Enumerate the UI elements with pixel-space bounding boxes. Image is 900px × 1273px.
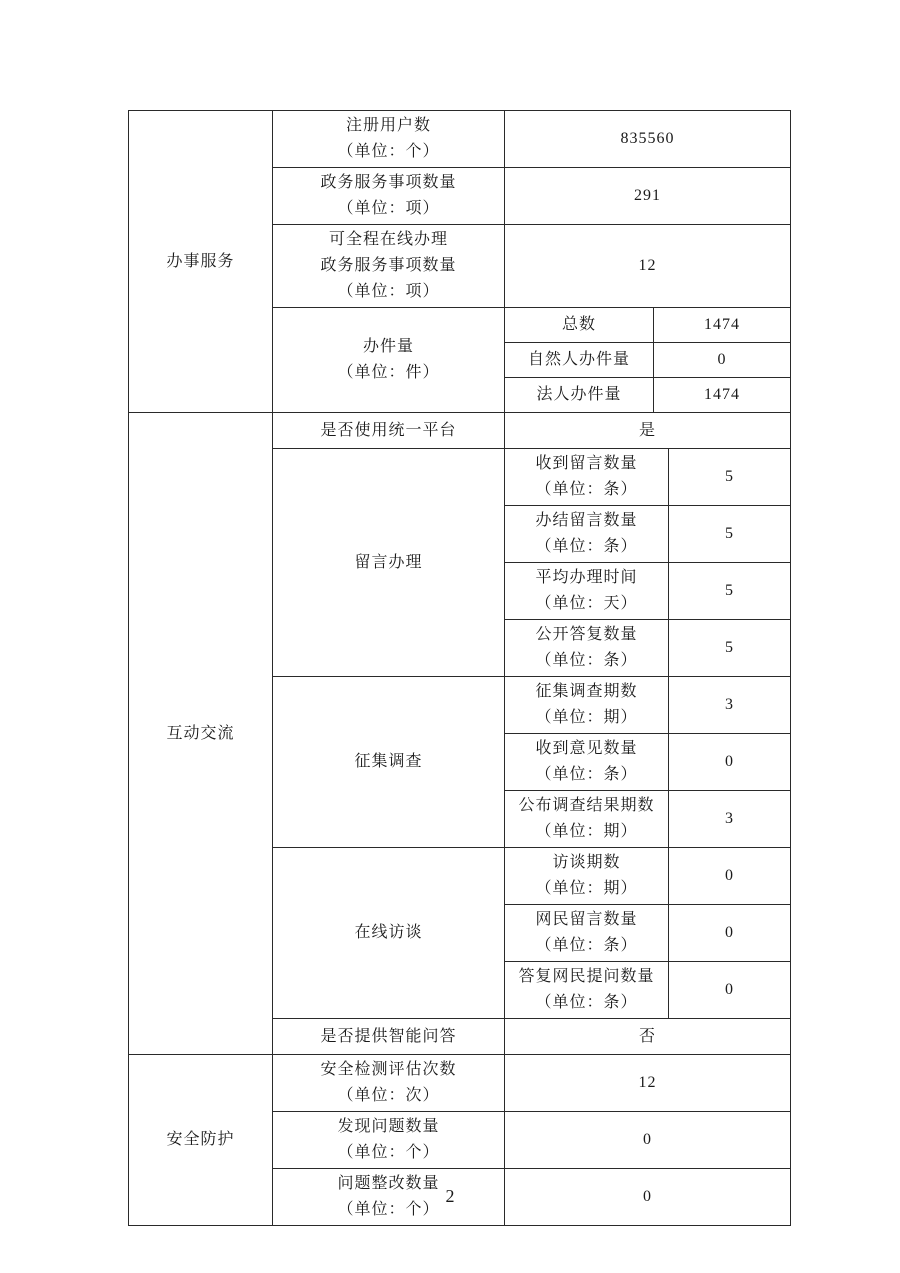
subitem-cell	[505, 677, 669, 734]
subitem-unit: （单位：期）	[535, 823, 638, 840]
subvalue-cell: 3	[669, 791, 791, 848]
item-cell: 是否提供智能问答	[273, 1019, 505, 1055]
item-unit: （单位：次）	[337, 1087, 440, 1104]
value-cell: 12	[505, 1055, 791, 1112]
item-label: 安全检测评估次数	[320, 1061, 457, 1078]
subvalue-cell: 0	[669, 905, 791, 962]
item-label: 问题整改数量	[337, 1175, 440, 1192]
subitem-unit: （单位：天）	[535, 595, 638, 612]
subitem-unit: （单位：条）	[535, 766, 638, 783]
item-unit: （单位：项）	[337, 283, 440, 300]
item-cell-message-handling: 留言办理	[273, 449, 505, 677]
group-cell-service	[129, 111, 273, 413]
item-unit: （单位：个）	[337, 143, 440, 160]
item-cell-case-volume	[273, 308, 505, 413]
subitem-unit: （单位：条）	[535, 481, 638, 498]
item-cell: 是否使用统一平台	[273, 413, 505, 449]
subitem-cell: 法人办件量	[505, 378, 654, 413]
subvalue-cell: 5	[669, 563, 791, 620]
value-cell: 12	[505, 225, 791, 308]
group-cell-interaction	[129, 413, 273, 1055]
subitem-cell	[505, 848, 669, 905]
item-cell	[273, 168, 505, 225]
item-cell	[273, 111, 505, 168]
subitem-unit: （单位：条）	[535, 538, 638, 555]
item-cell	[273, 225, 505, 308]
subvalue-cell: 5	[669, 620, 791, 677]
subitem-label: 办结留言数量	[535, 512, 638, 529]
subvalue-cell: 0	[654, 343, 791, 378]
subitem-unit: （单位：期）	[535, 709, 638, 726]
value-cell: 835560	[505, 111, 791, 168]
value-cell: 0	[505, 1169, 791, 1226]
subitem-label: 公开答复数量	[535, 626, 638, 643]
item-unit: （单位：个）	[337, 1144, 440, 1161]
subvalue-cell: 3	[669, 677, 791, 734]
subitem-label: 公布调查结果期数	[518, 797, 655, 814]
subvalue-cell: 5	[669, 449, 791, 506]
subitem-label: 收到意见数量	[535, 740, 638, 757]
item-cell	[273, 1112, 505, 1169]
subitem-unit: （单位：条）	[535, 937, 638, 954]
subitem-cell	[505, 620, 669, 677]
item-label: 可全程在线办理	[328, 231, 448, 248]
subitem-cell	[505, 791, 669, 848]
item-unit: （单位：个）	[337, 1201, 440, 1218]
table-row	[129, 413, 791, 449]
subitem-unit: （单位：条）	[535, 652, 638, 669]
subitem-cell	[505, 905, 669, 962]
item-label: 注册用户数	[345, 117, 431, 134]
group-label: 互动交流	[166, 724, 235, 742]
item-unit: （单位：件）	[337, 364, 440, 381]
subitem-label: 访谈期数	[552, 854, 621, 871]
table-row	[129, 1055, 791, 1112]
item-cell-online-interview: 在线访谈	[273, 848, 505, 1019]
subvalue-cell: 0	[669, 962, 791, 1019]
item-label: 政务服务事项数量	[320, 174, 457, 191]
subitem-unit: （单位：期）	[535, 880, 638, 897]
value-cell: 否	[505, 1019, 791, 1055]
subitem-cell	[505, 563, 669, 620]
group-label: 办事服务	[166, 252, 235, 270]
annual-report-table	[128, 110, 791, 1226]
subvalue-cell: 1474	[654, 378, 791, 413]
value-cell: 0	[505, 1112, 791, 1169]
subitem-label: 网民留言数量	[535, 911, 638, 928]
subitem-cell	[505, 734, 669, 791]
subitem-cell	[505, 962, 669, 1019]
item-label-line2: 政务服务事项数量	[320, 257, 457, 274]
subitem-cell: 自然人办件量	[505, 343, 654, 378]
item-unit: （单位：项）	[337, 200, 440, 217]
item-cell	[273, 1055, 505, 1112]
subvalue-cell: 5	[669, 506, 791, 563]
subvalue-cell: 1474	[654, 308, 791, 343]
subitem-cell	[505, 449, 669, 506]
item-cell-survey: 征集调查	[273, 677, 505, 848]
subitem-cell	[505, 506, 669, 563]
table-row	[129, 111, 791, 168]
subitem-label: 收到留言数量	[535, 455, 638, 472]
subitem-label: 平均办理时间	[535, 569, 638, 586]
subitem-label: 征集调查期数	[535, 683, 638, 700]
value-cell: 291	[505, 168, 791, 225]
page-number: 2	[445, 1186, 455, 1206]
item-label: 发现问题数量	[337, 1118, 440, 1135]
subvalue-cell: 0	[669, 848, 791, 905]
subitem-label: 答复网民提问数量	[518, 968, 655, 985]
subitem-cell: 总数	[505, 308, 654, 343]
group-label: 安全防护	[166, 1131, 235, 1148]
value-cell: 是	[505, 413, 791, 449]
subitem-unit: （单位：条）	[535, 994, 638, 1011]
item-label: 办件量	[362, 338, 414, 355]
subvalue-cell: 0	[669, 734, 791, 791]
